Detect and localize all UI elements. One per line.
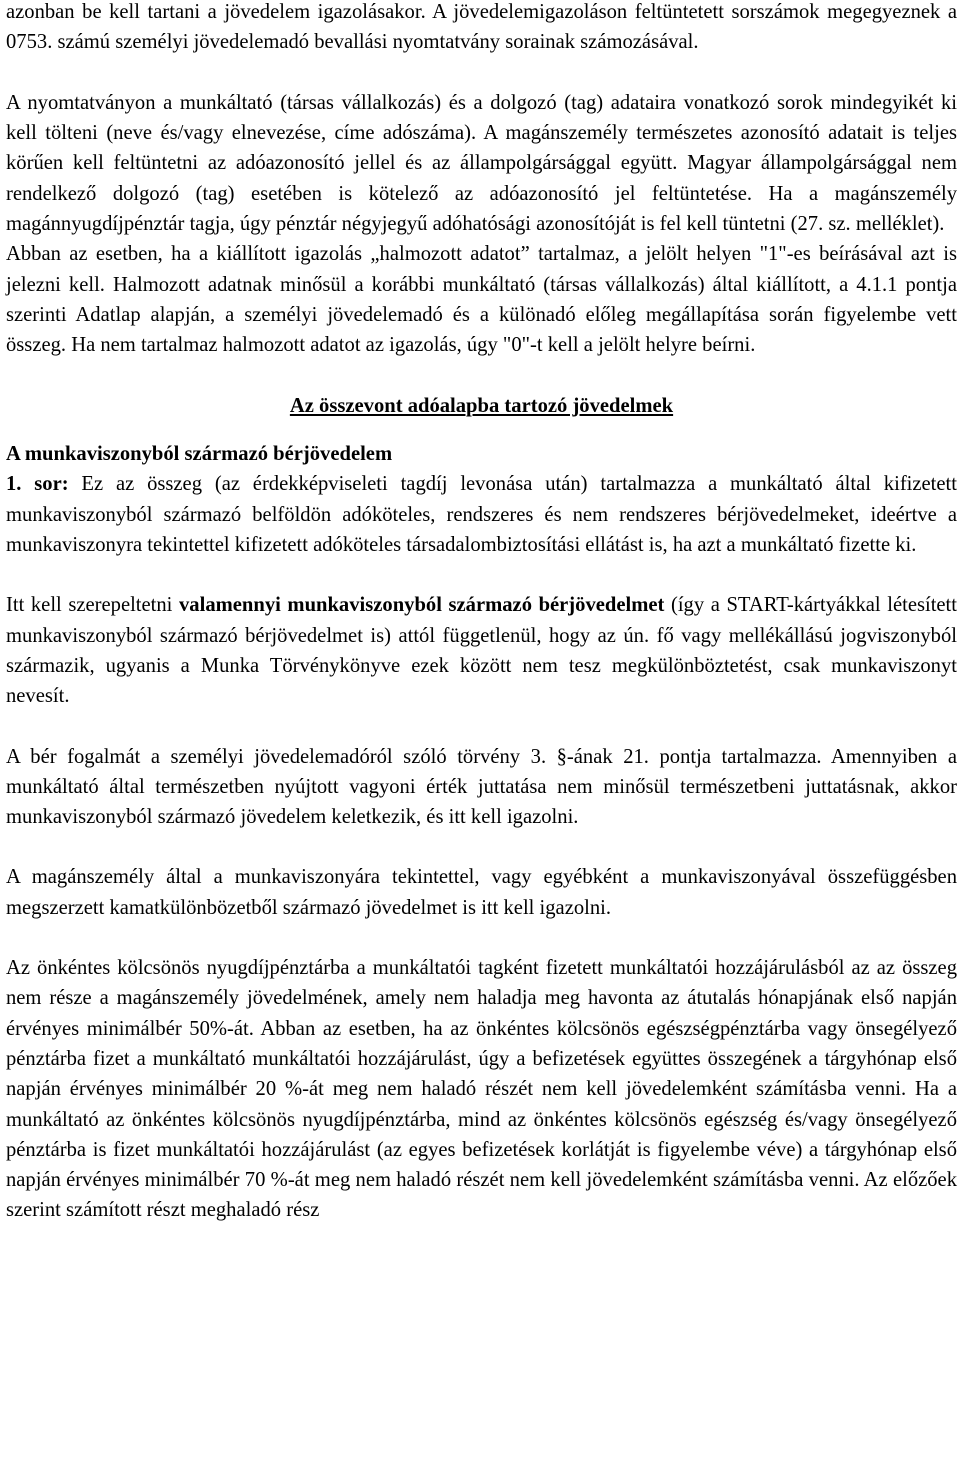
text-run: (így a START-kártyákkal létesített munkaviszonyból származó bérjövedelmet is) attól függetlenül, hogy az ún. fő vagy mellékállású jogviszonyból származik, ugyanis a Munka Törvénykönyve ezek között nem tesz megkülönböztetést, csak munkaviszonyt nevesít. xyxy=(6,594,958,708)
paragraph-cumulative-data: Abban az esetben, ha a kiállított igazolás „halmozott adatot” tartalmaz, a jelölt helyen "1"-es beírásával azt is jelezni kell. Halmozott adatnak minősül a korábbi munkáltató (társas vállalkozás) által kiállított, a 4.1.1 pontja szerinti Adatlap alapján, a személyi jövedelemadó és a különadó előleg megállapítása során figyelembe vett összeg. Ha nem tartalmaz halmozott adatot az igazolás, úgy "0"-t kell a jelölt helyre beírni. xyxy=(6,243,957,357)
paragraph-form-filling: A nyomtatványon a munkáltató (társas vállalkozás) és a dolgozó (tag) adataira vonatkozó sorok mindegyikét ki kell tölteni (neve és/vagy elnevezése, címe adószáma). A magánszemély természetes azonosító adatait is teljes körűen kell feltüntetni az adóazonosító jellel és az állampolgársággal együtt. Magyar állampolgársággal nem rendelkező dolgozó (tag) esetében is kötelező az adóazonosító jel feltüntetése. Ha a magánszemély magánnyugdíjpénztár tagja, úgy pénztár négyjegyű adóhatósági azonosítóját is fel kell tüntetni (27. sz. melléklet). xyxy=(6,91,957,236)
row-label: 1. sor: xyxy=(6,473,69,496)
subsection-title: A munkaviszonyból származó bérjövedelem xyxy=(6,443,393,466)
spacer xyxy=(6,58,957,88)
spacer xyxy=(6,421,957,439)
text-run: Itt kell szerepeltetni xyxy=(6,594,179,617)
spacer xyxy=(6,560,957,590)
spacer xyxy=(6,361,957,391)
section-title: Az összevont adóalapba tartozó jövedelmek xyxy=(289,394,674,417)
paragraph-intro-continuation: azonban be kell tartani a jövedelem igazolásakor. A jövedelemigazoláson feltüntetett sorszámok megegyeznek a 0753. számú személyi jövedelemadó bevallási nyomtatvány sorainak számozásával. xyxy=(6,1,957,54)
paragraph-all-wages xyxy=(6,590,957,711)
spacer xyxy=(6,923,957,953)
document-page xyxy=(6,0,957,1226)
paragraph-voluntary-funds: Az önkéntes kölcsönös nyugdíjpénztárba a munkáltatói tagként fizetett munkáltatói hozzájárulásból az az összeg nem része a magánszemély jövedelmének, amely nem haladja meg havonta az átutalás hónapjának első napján érvényes minimálbér 50%-át. Abban az esetben, ha az önkéntes kölcsönös egészségpénztárba vagy önsegélyező pénztárba fizet a munkáltató munkáltatói hozzájárulást, úgy a befizetések együttes összegének a tárgyhónap első napján érvényes minimálbér 20 %-át meg nem haladó részét nem kell jövedelemként számításba venni. Ha a munkáltató az önkéntes kölcsönös nyugdíjpénztárba, mind az önkéntes kölcsönös egészség és/vagy önsegélyező pénztárba is fizet munkáltatói hozzájárulást (az egyes befizetések korlátját is figyelembe véve) a tárgyhónap első napján érvényes minimálbér 70 %-át meg nem haladó részét nem kell jövedelemként számításba venni. Az előzőek szerint számított részt meghaladó rész xyxy=(6,957,957,1222)
spacer xyxy=(6,712,957,742)
spacer xyxy=(6,832,957,862)
paragraph-wage-definition: A bér fogalmát a személyi jövedelemadóról szóló törvény 3. §-ának 21. pontja tartalmazza. Amennyiben a munkáltató által természetben nyújtott vagyoni érték juttatása nem minősül természetbeni juttatásnak, akkor munkaviszonyból származó jövedelem keletkezik, és itt kell igazolni. xyxy=(6,745,957,829)
emphasis-text: valamennyi munkaviszonyból származó bérjövedelmet xyxy=(179,594,665,617)
paragraph-interest-difference: A magánszemély által a munkaviszonyára tekintettel, vagy egyébként a munkaviszonyával összefüggésben megszerzett kamatkülönbözetből származó jövedelmet is itt kell igazolni. xyxy=(6,866,957,919)
row-1-text: Ez az összeg (az érdekképviseleti tagdíj levonása után) tartalmazza a munkáltató által kifizetett munkaviszonyból származó belföldön adóköteles, rendszeres és nem rendszeres bérjövedelmeket, ideértve a munkaviszonyra tekintettel kifizetett adóköteles társadalombiztosítási ellátást is, ha azt a munkáltató fizette ki. xyxy=(6,473,957,557)
paragraph-row-1 xyxy=(6,469,957,560)
